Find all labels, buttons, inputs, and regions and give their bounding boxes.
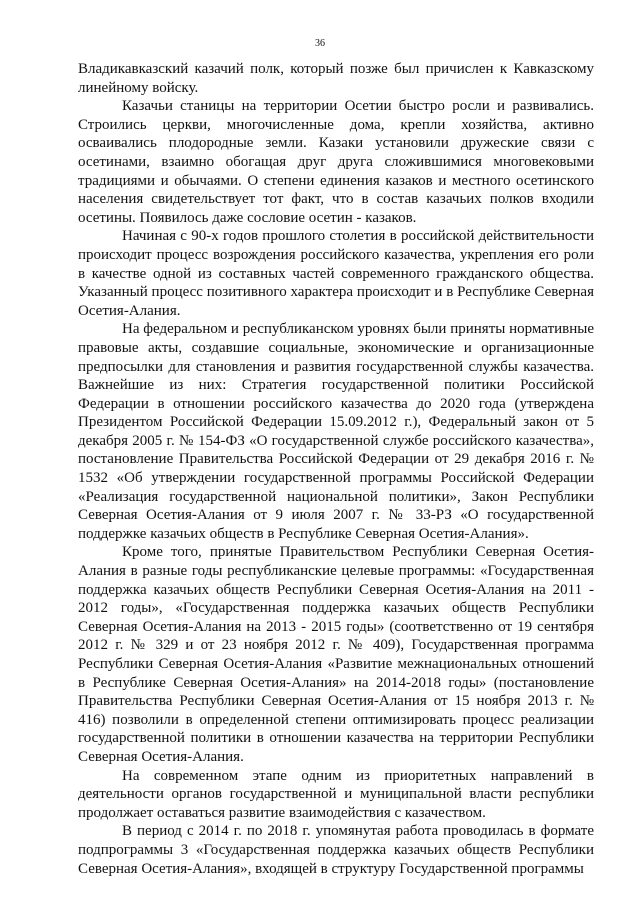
paragraph-1: Владикавказский казачий полк, который позже был причислен к Кавказскому линейному войску.: [78, 61, 594, 96]
paragraph-7: В период с 2014 г. по 2018 г. упомянутая работа проводилась в формате подпрограммы 3 «Государственная поддержка казачьих обществ Республики Северная Осетия-Алания», входящей в структуру Государственной программы: [78, 823, 594, 877]
paragraph-5: Кроме того, принятые Правительством Республики Северная Осетия-Алания в разные годы республиканские целевые программы: «Государственная поддержка казачьих обществ Республики Северная Осетия-Алания на 2011 - 2012 годы», «Государственная поддержка казачьих обществ Республики Северная Осетия-Алания на 2013 - 2015 годы» (соответственно от 19 сентября 2012 г. № 329 и от 23 ноября 2012 г. № 409), Государственная программа Республики Северная Осетия-Алания «Развитие межнациональных отношений в Республике Северная Осетия-Алания» на 2014-2018 годы» (постановление Правительства Республики Северная Осетия-Алания от 15 ноября 2013 г. № 416) позволили в определенной степени оптимизировать процесс реализации государственной политики в отношении казачества на территории Республики Северная Осетия-Алания.: [78, 544, 594, 765]
paragraph-6: На современном этапе одним из приоритетных направлений в деятельности органов государственной и муниципальной власти республики продолжает оставаться развитие взаимодействия с казачеством.: [78, 767, 594, 821]
document-body: [78, 60, 594, 878]
paragraph-2: Казачьи станицы на территории Осетии быстро росли и развивались. Строились церкви, многочисленные дома, крепли хозяйства, активно осваивались плодородные земли. Казаки установили дружеские связи с осетинами, взаимно обогащая друг друга сложившимися многовековыми традициями и обычаями. О степени единения казаков и местного осетинского населения свидетельствует тот факт, что в состав казачьих полков входили осетины. Появилось даже сословие осетин - казаков.: [78, 98, 594, 226]
paragraph-3: Начиная с 90-х годов прошлого столетия в российской действительности происходит процесс возрождения российского казачества, укрепления его роли в качестве одной из составных частей современного гражданского общества. Указанный процесс позитивного характера происходит и в Республике Северная Осетия-Алания.: [78, 228, 594, 319]
page-number: 36: [315, 38, 325, 49]
paragraph-4: На федеральном и республиканском уровнях были приняты нормативные правовые акты, создавшие социальные, экономические и организационные предпосылки для становления и развития государственной службы казачества. Важнейшие из них: Стратегия государственной политики Российской Федерации в отношении российского казачества до 2020 года (утверждена Президентом Российской Федерации 15.09.2012 г.), Федеральный закон от 5 декабря 2005 г. № 154-ФЗ «О государственной службе российского казачества», постановление Правительства Российской Федерации от 29 декабря 2016 г. № 1532 «Об утверждении государственной программы Российской Федерации «Реализация государственной национальной политики», Закон Республики Северная Осетия-Алания от 9 июля 2007 г. № 33-РЗ «О государственной поддержке казачьих обществ в Республике Северная Осетия-Алания».: [78, 321, 594, 542]
